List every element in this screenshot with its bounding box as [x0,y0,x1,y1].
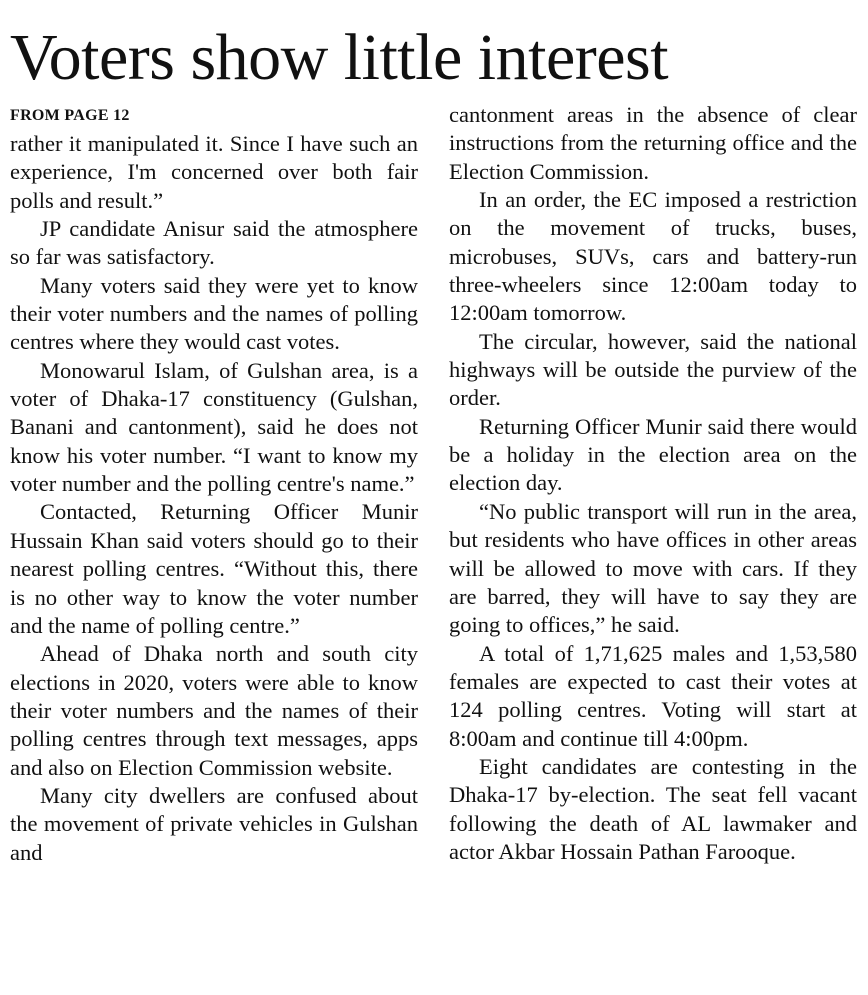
paragraph: Many city dwellers are confused about the movement of private vehicles in Gulshan and [10,782,418,865]
paragraph: Returning Officer Munir said there would be a holiday in the election area on the election day. [449,413,857,496]
article-headline: Voters show little interest [10,21,669,94]
paragraph: Many voters said they were yet to know their voter numbers and the names of polling centres where they would cast votes. [10,272,418,355]
paragraph: “No public transport will run in the area, but residents who have offices in other areas will be allowed to move with cars. If they are barred, they will have to say they are going to offices,” he said. [449,498,857,638]
paragraph: Monowarul Islam, of Gulshan area, is a voter of Dhaka-17 constituency (Gulshan, Banani and cantonment), said he does not know his voter number. “I want to know my voter number and the polling centre's name.” [10,357,418,497]
paragraph: A total of 1,71,625 males and 1,53,580 females are expected to cast their votes at 124 polling centres. Voting will start at 8:00am and continue till 4:00pm. [449,640,857,751]
paragraph: JP candidate Anisur said the atmosphere so far was satisfactory. [10,216,418,270]
paragraph: Ahead of Dhaka north and south city elections in 2020, voters were able to know their voter numbers and the names of their polling centres through text messages, apps and also on Election Commission website. [10,641,418,780]
paragraph: The circular, however, said the national highways will be outside the purview of the order. [449,328,857,411]
article-column-left [10,102,418,867]
paragraph: Eight candidates are contesting in the Dhaka-17 by-election. The seat fell vacant following the death of AL lawmaker and actor Akbar Hossain Pathan Farooque. [449,753,857,864]
paragraph: cantonment areas in the absence of clear instructions from the returning office and the Election Commission. [449,102,857,184]
continuation-kicker: FROM PAGE 12 [10,107,130,124]
article-column-right [449,101,857,866]
paragraph: In an order, the EC imposed a restriction on the movement of trucks, buses, microbuses, SUVs, cars and battery-run three-wheelers since 12:00am today to 12:00am tomorrow. [449,187,857,326]
paragraph: rather it manipulated it. Since I have such an experience, I'm concerned over both fair polls and result.” [10,131,418,213]
paragraph: Contacted, Returning Officer Munir Hussain Khan said voters should go to their nearest polling centres. “Without this, there is no other way to know the voter number and the name of polling centre.” [10,499,418,638]
